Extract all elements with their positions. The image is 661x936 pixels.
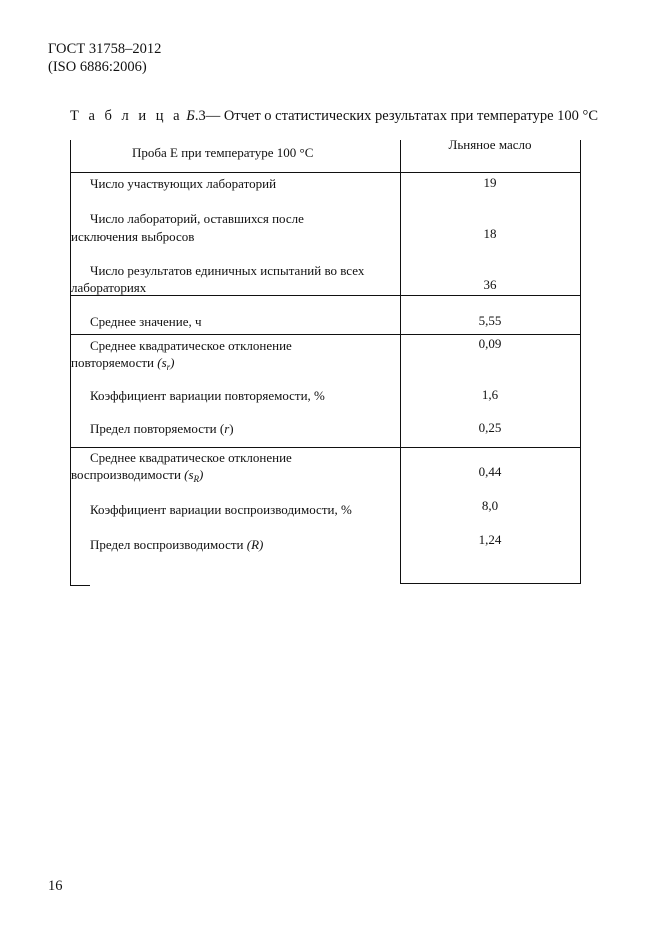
row-labs-participating-value: 19	[483, 175, 497, 190]
iso-reference: (ISO 6886:2006)	[48, 59, 147, 75]
row-reproducibility-cv-label: Коэффициент вариации воспроизводимости, %	[90, 502, 352, 517]
row-repeatability-sd-label-line2: повторяемости $(s_r)$	[71, 355, 175, 372]
caption-text: — Отчет о статистических результатах при температуре 100 °С	[205, 108, 599, 124]
row-reproducibility-sd-value: 0,44	[478, 464, 502, 479]
row-labs-participating-label: Число участвующих лабораторий	[90, 176, 277, 191]
row-reproducibility-sd-label-line2: воспроизводимости $(s_R)$	[71, 467, 204, 484]
table-right-border	[580, 140, 581, 583]
row-labs-remaining-label-line1: Число лабораторий, оставшихся после	[90, 211, 304, 226]
section-separator-1	[70, 295, 581, 296]
row-repeatability-sd-value: 0,09	[478, 336, 502, 351]
row-results-count-label-line2: лабораториях	[71, 280, 147, 295]
column-header-oil: Льняное масло	[448, 137, 532, 152]
row-repeatability-sd-label-line1: Среднее квадратическое отклонение	[90, 338, 292, 353]
header-separator	[70, 172, 581, 173]
caption-label-letter: Б	[182, 108, 195, 124]
row-repeatability-limit-label: Предел повторяемости (r)	[90, 421, 234, 436]
table-bottom-border	[400, 583, 581, 584]
table-caption	[70, 108, 598, 125]
page-number: 16	[48, 878, 63, 894]
caption-label: Т а б л и ц а	[70, 108, 183, 124]
row-labs-remaining-label-line2: исключения выбросов	[71, 229, 195, 244]
row-reproducibility-sd-label-line1: Среднее квадратическое отклонение	[90, 450, 292, 465]
row-repeatability-limit-value: 0,25	[478, 420, 502, 435]
row-reproducibility-limit-label: Предел воспроизводимости (R)	[90, 537, 264, 552]
caption-number: .3	[194, 108, 206, 124]
row-reproducibility-limit-value: 1,24	[478, 532, 502, 547]
row-repeatability-cv-value: 1,6	[481, 387, 499, 402]
row-results-count-label-line1: Число результатов единичных испытаний во всех	[90, 263, 365, 278]
section-separator-2	[70, 334, 581, 335]
row-mean-label: Среднее значение, ч	[90, 314, 202, 329]
row-reproducibility-cv-value: 8,0	[481, 498, 499, 513]
row-repeatability-cv-label: Коэффициент вариации повторяемости, %	[90, 388, 325, 403]
section-separator-3	[70, 447, 581, 448]
row-labs-remaining-value: 18	[483, 226, 497, 241]
document-header	[48, 40, 161, 76]
row-results-count-value: 36	[483, 277, 497, 292]
table-middle-border	[400, 140, 401, 583]
row-mean-value: 5,55	[478, 313, 502, 328]
table-bottom-stub	[70, 585, 90, 586]
column-header-sample: Проба Е при температуре 100 °С	[132, 145, 314, 160]
standard-code: ГОСТ 31758–2012	[48, 41, 162, 57]
